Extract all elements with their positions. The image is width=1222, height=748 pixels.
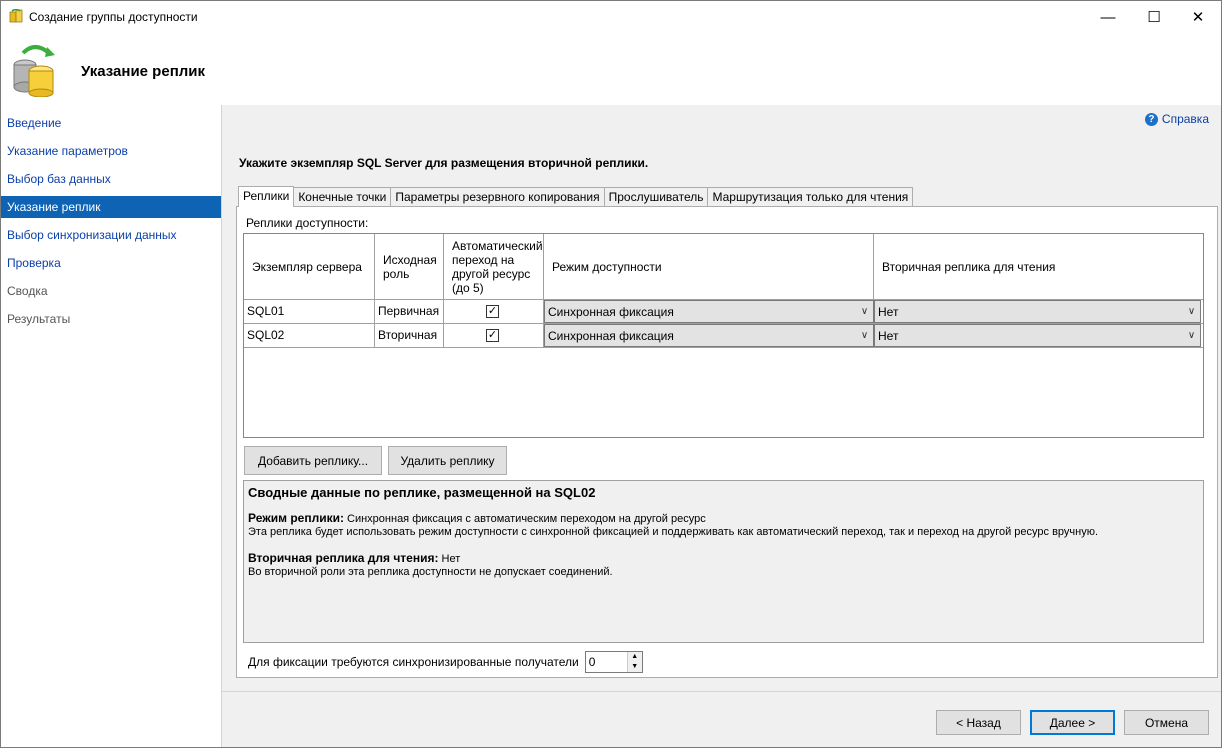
help-link[interactable] <box>1145 112 1209 126</box>
header-failover: Автоматический переход на другой ресурс (до 5) <box>444 234 544 300</box>
summary-readable-label: Вторичная реплика для чтения: <box>248 551 439 565</box>
readable-secondary-select[interactable] <box>874 324 1201 347</box>
chevron-down-icon[interactable]: ∨ <box>860 306 869 317</box>
sidebar-item-replicas[interactable]: Указание реплик <box>1 196 221 218</box>
header-readable-secondary: Вторичная реплика для чтения <box>882 260 1056 274</box>
replicas-grid <box>243 233 1204 438</box>
failover-checkbox[interactable]: ✓ <box>487 305 498 317</box>
header-role: Исходная роль <box>375 234 444 300</box>
add-replica-button[interactable]: Добавить реплику... <box>244 446 382 475</box>
sidebar-item-validation[interactable]: Проверка <box>7 256 61 270</box>
window-title: Создание группы доступности <box>29 10 198 24</box>
cell-failover <box>444 324 544 347</box>
minimize-button[interactable]: — <box>1100 8 1116 26</box>
availability-mode-value: Синхронная фиксация <box>548 329 674 343</box>
sidebar-item-introduction[interactable]: Введение <box>7 116 62 130</box>
cell-role: Первичная <box>375 300 444 323</box>
summary-mode-value: Синхронная фиксация с автоматическим переходом на другой ресурс <box>347 513 706 525</box>
grid-header <box>244 234 1203 300</box>
readable-secondary-value: Нет <box>878 305 899 319</box>
cancel-button[interactable]: Отмена <box>1124 710 1209 735</box>
chevron-down-icon[interactable]: ∨ <box>1187 306 1196 317</box>
sync-commit-stepper[interactable] <box>585 651 643 673</box>
increment-icon[interactable]: ▲ <box>628 652 642 662</box>
tab-endpoints[interactable]: Конечные точки <box>293 187 391 207</box>
main-panel <box>222 105 1221 747</box>
remove-replica-button[interactable]: Удалить реплику <box>388 446 507 475</box>
sync-commit-row <box>248 651 643 673</box>
next-button[interactable]: Далее > <box>1030 710 1115 735</box>
tab-read-only-routing[interactable]: Маршрутизация только для чтения <box>707 187 913 207</box>
cell-instance[interactable]: SQL01 <box>244 300 375 323</box>
stepper-buttons <box>627 652 642 672</box>
replicas-tab-panel <box>236 206 1218 678</box>
back-button[interactable]: < Назад <box>936 710 1021 735</box>
summary-readable-value: Нет <box>441 553 461 565</box>
wizard-header <box>1 33 1221 105</box>
cell-role: Вторичная <box>375 324 444 347</box>
summary-mode-line <box>248 512 1199 526</box>
sidebar-item-results: Результаты <box>7 312 71 326</box>
close-button[interactable]: ✕ <box>1191 9 1205 26</box>
replica-summary <box>243 480 1204 643</box>
sidebar-item-summary: Сводка <box>7 284 48 298</box>
title-bar <box>1 1 1221 33</box>
sync-commit-label: Для фиксации требуются синхронизированные получатели <box>248 655 579 669</box>
table-row <box>244 300 1203 324</box>
tab-listener[interactable]: Прослушиватель <box>604 187 709 207</box>
chevron-down-icon[interactable]: ∨ <box>1187 330 1196 341</box>
sidebar-item-data-sync[interactable]: Выбор синхронизации данных <box>7 228 177 242</box>
database-sync-icon <box>11 41 59 97</box>
sync-commit-value[interactable]: 0 <box>588 655 596 669</box>
failover-checkbox[interactable]: ✓ <box>487 329 498 341</box>
wizard-sidebar <box>1 105 222 747</box>
header-availability-mode: Режим доступности <box>544 234 874 300</box>
summary-mode-description: Эта реплика будет использовать режим доступности с синхронной фиксацией и поддерживать как автоматический переход, так и переход на другой ресурс вручную. <box>248 526 1099 538</box>
availability-replicas-label: Реплики доступности: <box>246 216 369 230</box>
readable-secondary-select[interactable] <box>874 300 1201 323</box>
page-title: Указание реплик <box>81 63 206 80</box>
table-row <box>244 324 1203 348</box>
summary-readable-line <box>248 552 1199 566</box>
tab-backup-preferences[interactable]: Параметры резервного копирования <box>390 187 604 207</box>
summary-readable-description: Во вторичной роли эта реплика доступности не допускает соединений. <box>248 566 613 578</box>
sidebar-item-databases[interactable]: Выбор баз данных <box>7 172 111 186</box>
maximize-button[interactable]: ☐ <box>1147 9 1161 26</box>
footer-divider <box>222 691 1221 692</box>
help-label: Справка <box>1161 112 1209 126</box>
availability-mode-value: Синхронная фиксация <box>548 305 674 319</box>
help-icon: ? <box>1145 113 1158 126</box>
sidebar-item-options[interactable]: Указание параметров <box>7 144 128 158</box>
tab-replicas[interactable]: Реплики <box>238 186 294 207</box>
availability-mode-select[interactable] <box>544 300 874 323</box>
decrement-icon[interactable]: ▼ <box>628 662 642 672</box>
availability-group-icon <box>9 9 23 23</box>
header-instance: Экземпляр сервера <box>244 234 375 300</box>
tab-strip <box>238 186 913 207</box>
chevron-down-icon[interactable]: ∨ <box>860 330 869 341</box>
cell-instance[interactable]: SQL02 <box>244 324 375 347</box>
instruction-text: Укажите экземпляр SQL Server для размещения вторичной реплики. <box>239 156 649 170</box>
cell-failover <box>444 300 544 323</box>
readable-secondary-value: Нет <box>878 329 899 343</box>
summary-title: Сводные данные по реплике, размещенной на SQL02 <box>248 485 596 500</box>
availability-mode-select[interactable] <box>544 324 874 347</box>
summary-mode-label: Режим реплики: <box>248 511 344 525</box>
